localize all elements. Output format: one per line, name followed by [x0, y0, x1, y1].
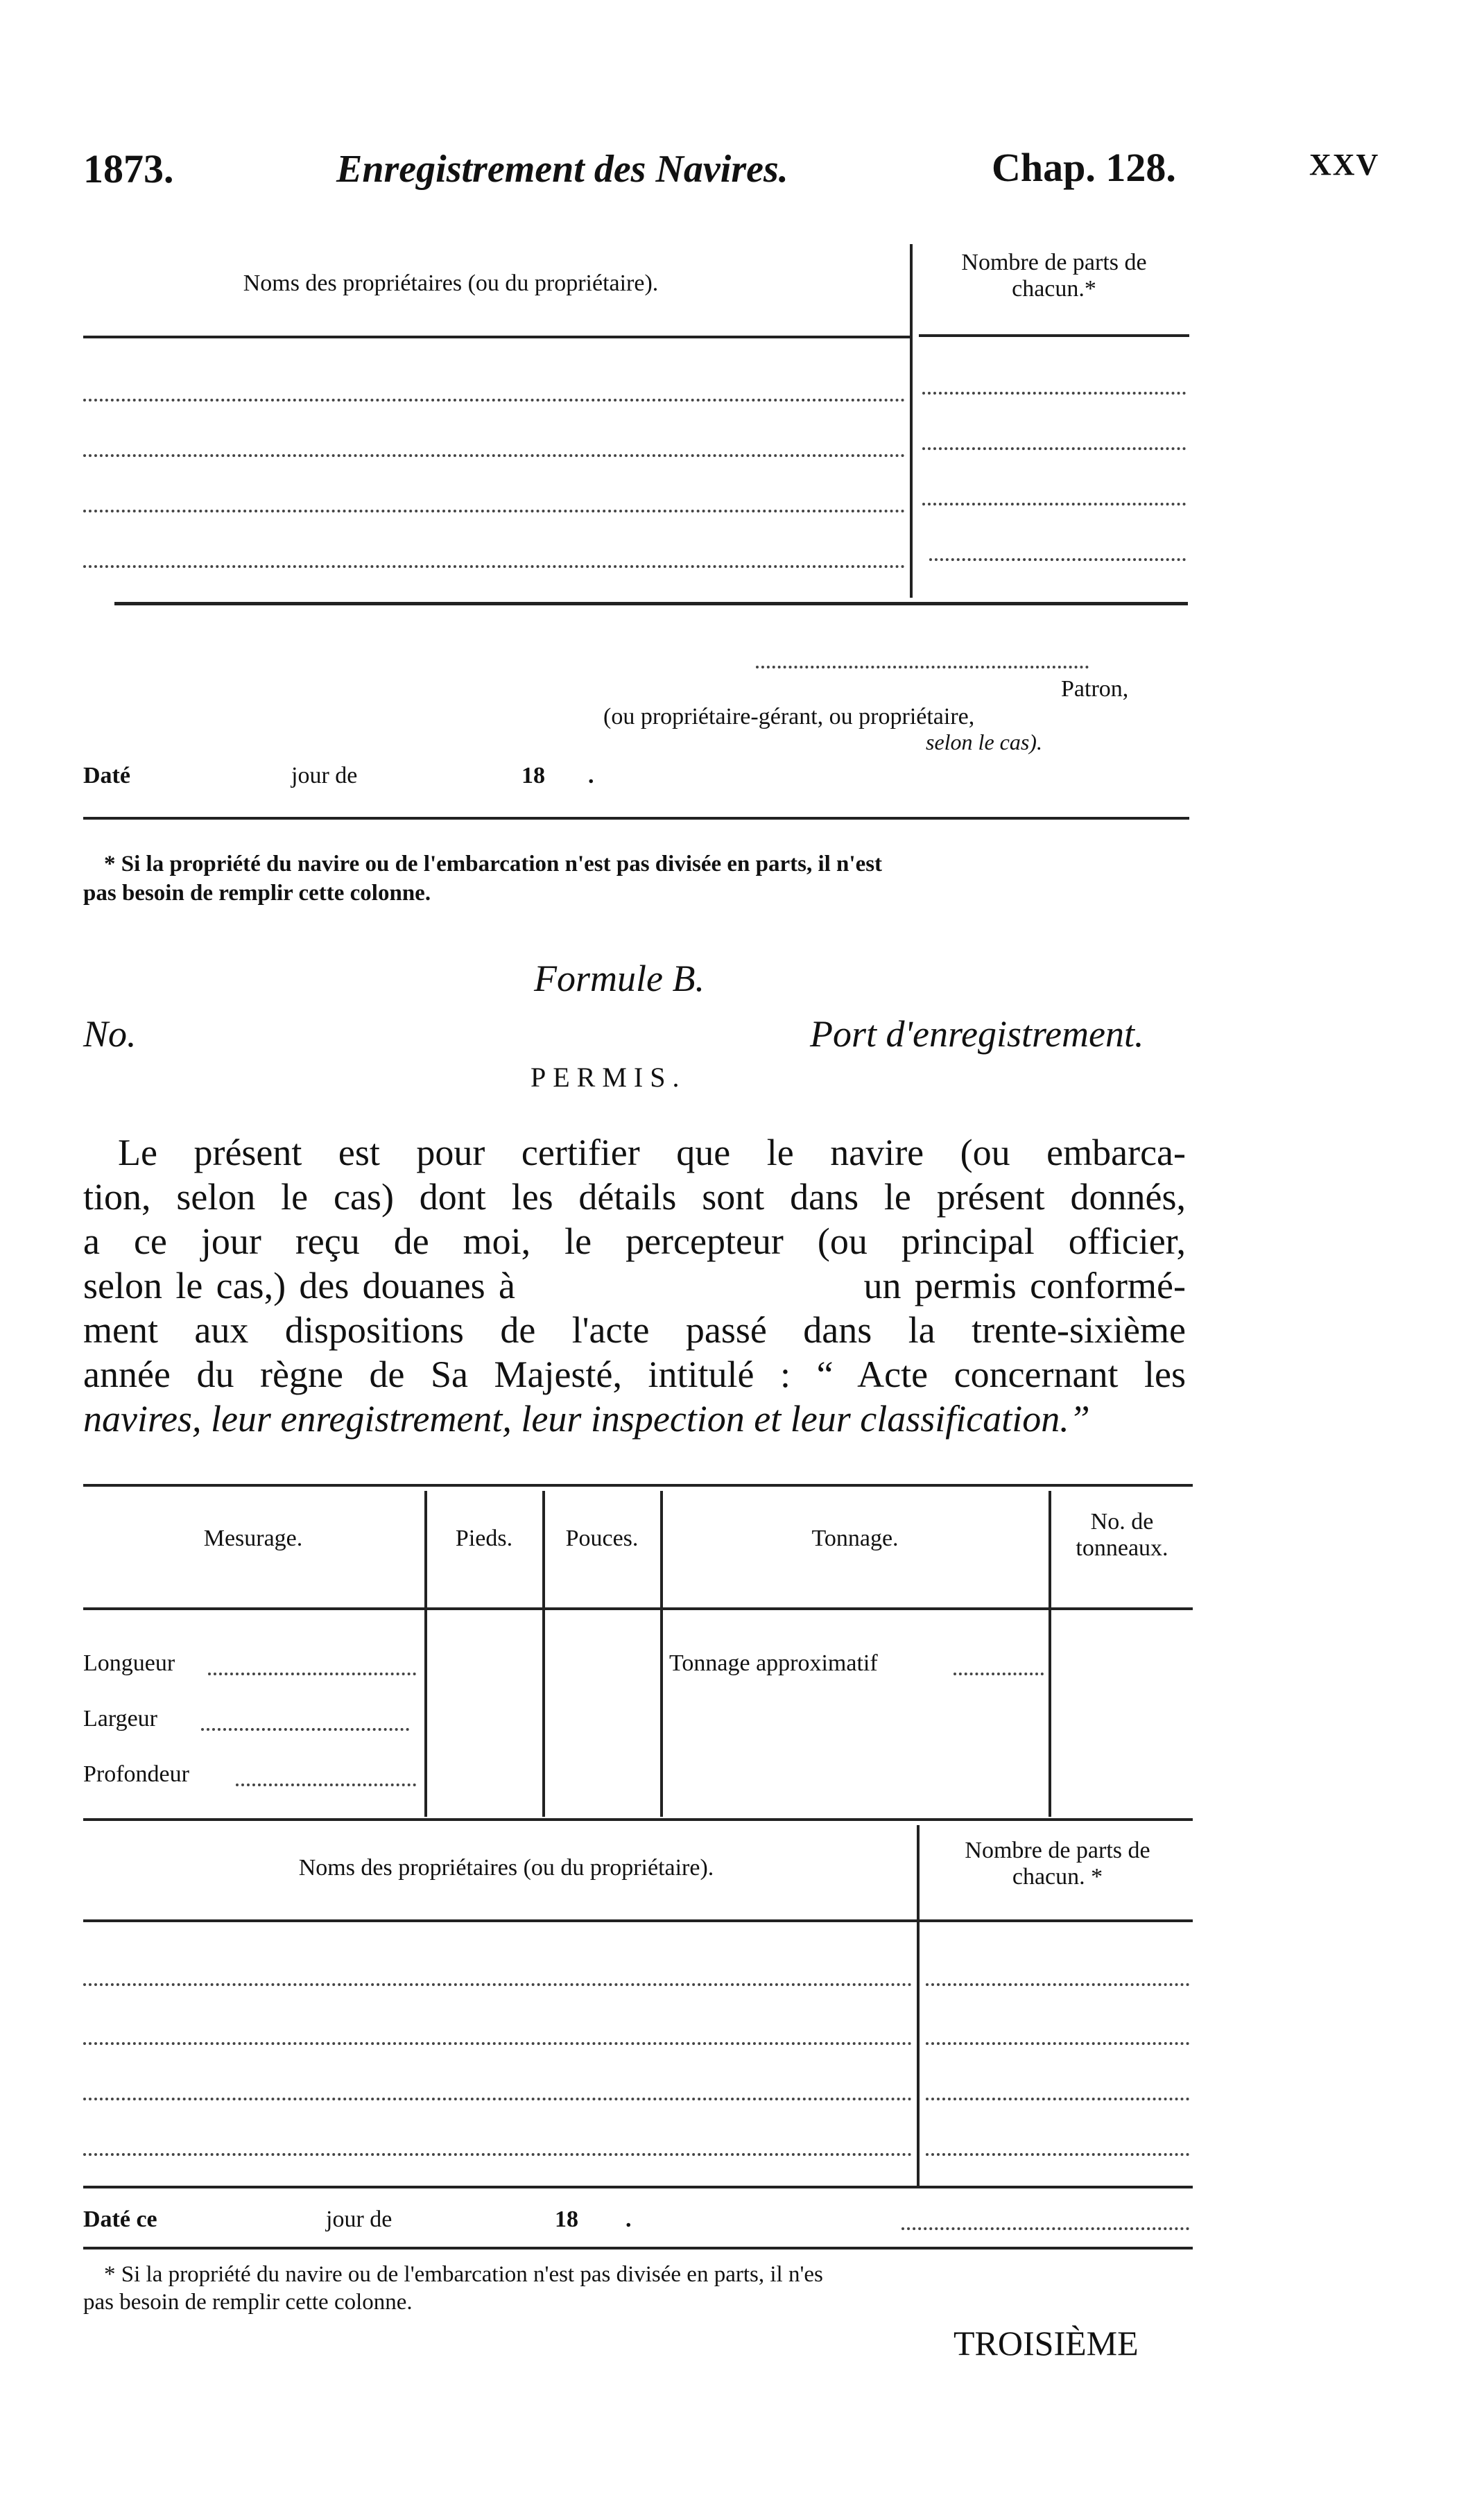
- signature-line: [756, 666, 1089, 668]
- table2-top-rule: [83, 1484, 1193, 1487]
- table1-row-1-name: [83, 399, 905, 401]
- table2-row-longueur-dots: [208, 1673, 416, 1675]
- table2-tonnage-approx: Tonnage approximatif: [669, 1650, 878, 1676]
- table2-row-longueur: Longueur: [83, 1650, 175, 1676]
- table1-header-rule: [83, 336, 912, 338]
- footnote2-line1: * Si la propriété du navire ou de l'embarcation n'est pas divisée en parts, il n'es: [104, 2262, 823, 2287]
- permit-heading: PERMIS.: [530, 1062, 687, 1093]
- permit-paragraph-line: selon le cas,) des douanes à un permis conformé-: [83, 1265, 1186, 1306]
- table2-divider-4: [1049, 1491, 1051, 1817]
- table2-bottom-rule: [83, 1818, 1193, 1821]
- table3-shares-header: [922, 1838, 1193, 1890]
- table3-row-1-name: [83, 1983, 912, 1986]
- footnote2-line2: pas besoin de remplir cette colonne.: [83, 2290, 413, 2315]
- table3-header-rule: [83, 1919, 1193, 1922]
- table1-row-4-shares: [929, 558, 1186, 561]
- table2-row-profondeur: Profondeur: [83, 1761, 189, 1787]
- table1-column-divider: [910, 244, 913, 598]
- table3-bottom-rule: [83, 2186, 1193, 2188]
- table3-shares-header-line2: chacun. *: [1012, 1864, 1103, 1890]
- date1-day-label: jour de: [291, 763, 358, 788]
- permit-paragraph-line: année du règne de Sa Majesté, intitulé : “ Acte concernant les: [83, 1354, 1186, 1395]
- date1-year: 18: [521, 763, 545, 788]
- form-b-port-label: Port d'enregistrement.: [810, 1013, 1144, 1055]
- table2-header-pouces: Pouces.: [565, 1526, 639, 1551]
- header-chapter: Chap. 128.: [992, 145, 1176, 190]
- table1-header-rule-right: [919, 334, 1189, 337]
- table2-divider-2: [542, 1491, 545, 1817]
- table2-divider-3: [660, 1491, 663, 1817]
- table1-row-3-name: [83, 510, 905, 512]
- permit-paragraph-line: Le présent est pour certifier que le navire (ou embarca-: [118, 1132, 1186, 1173]
- table3-row-2-name: [83, 2042, 912, 2045]
- table3-row-3-name: [83, 2098, 912, 2100]
- footnote1-line2: pas besoin de remplir cette colonne.: [83, 881, 431, 906]
- table1-row-3-shares: [922, 503, 1186, 506]
- permit-paragraph-line: navires, leur enregistrement, leur inspection et leur classification.”: [83, 1398, 1090, 1440]
- table1-shares-header: [915, 250, 1193, 302]
- catchword: TROISIÈME: [954, 2324, 1139, 2363]
- signature-alt-line2: selon le cas).: [926, 729, 1042, 754]
- table2-divider-1: [424, 1491, 427, 1817]
- table3-shares-header-line1: Nombre de parts de: [965, 1838, 1150, 1863]
- header-title: Enregistrement des Navires.: [336, 148, 788, 191]
- table1-row-2-shares: [922, 447, 1186, 450]
- table1-row-1-shares: [922, 392, 1186, 395]
- header-page-number: XXV: [1309, 148, 1380, 182]
- signature-alt-line1: (ou propriétaire-gérant, ou propriétaire,: [603, 704, 975, 729]
- table3-row-4-name: [83, 2153, 912, 2156]
- table3-owners-header: Noms des propriétaires (ou du propriétaire).: [298, 1855, 714, 1881]
- permit-paragraph-line: ment aux dispositions de l'acte passé dans la trente-sixième: [83, 1309, 1186, 1351]
- date2-day-label: jour de: [326, 2207, 392, 2232]
- table2-header-no-tonneaux-line1: No. de: [1090, 1509, 1154, 1535]
- table2-row-profondeur-dots: [236, 1784, 416, 1786]
- table3-row-3-shares: [926, 2098, 1189, 2100]
- date2-period: .: [625, 2207, 632, 2232]
- table1-row-4-name: [83, 565, 905, 568]
- table1-shares-header-line2: chacun.*: [1012, 276, 1096, 302]
- date2-label: Daté ce: [83, 2207, 157, 2232]
- table3-column-divider: [917, 1825, 920, 2186]
- table3-row-1-shares: [926, 1983, 1189, 1986]
- signature-role: Patron,: [1061, 676, 1129, 702]
- table2-tonnage-approx-dots: [954, 1673, 1044, 1675]
- table2-header-tonnage: Tonnage.: [811, 1526, 899, 1551]
- table1-row-2-name: [83, 454, 905, 457]
- table1-bottom-rule: [114, 602, 1188, 605]
- table3-row-2-shares: [926, 2042, 1189, 2045]
- table2-header-no-tonneaux: [1053, 1509, 1191, 1562]
- date1-rule: [83, 817, 1189, 820]
- table1-owners-header: Noms des propriétaires (ou du propriétaire).: [243, 270, 659, 296]
- form-b-number-label: No.: [83, 1013, 137, 1055]
- form-b-title: Formule B.: [534, 958, 705, 999]
- table2-header-mesurage: Mesurage.: [203, 1526, 303, 1551]
- table2-header-pieds: Pieds.: [455, 1526, 513, 1551]
- date1-label: Daté: [83, 763, 130, 788]
- date2-rule: [83, 2247, 1193, 2249]
- table3-row-4-shares: [926, 2153, 1189, 2156]
- table2-header-rule: [83, 1607, 1193, 1610]
- table2-row-largeur: Largeur: [83, 1706, 157, 1732]
- table2-row-largeur-dots: [201, 1728, 409, 1731]
- permit-paragraph: [83, 1130, 1186, 1441]
- permit-paragraph-line: a ce jour reçu de moi, le percepteur (ou principal officier,: [83, 1220, 1186, 1262]
- date2-signature-line: [901, 2227, 1189, 2230]
- date1-period: .: [588, 763, 594, 788]
- date2-year: 18: [555, 2207, 578, 2232]
- table2-header-no-tonneaux-line2: tonneaux.: [1076, 1535, 1168, 1561]
- table1-shares-header-line1: Nombre de parts de: [961, 250, 1147, 275]
- header-year: 1873.: [83, 146, 174, 191]
- footnote1-line1: * Si la propriété du navire ou de l'embarcation n'est pas divisée en parts, il n'est: [104, 852, 883, 876]
- permit-paragraph-line: tion, selon le cas) dont les détails sont dans le présent donnés,: [83, 1176, 1186, 1218]
